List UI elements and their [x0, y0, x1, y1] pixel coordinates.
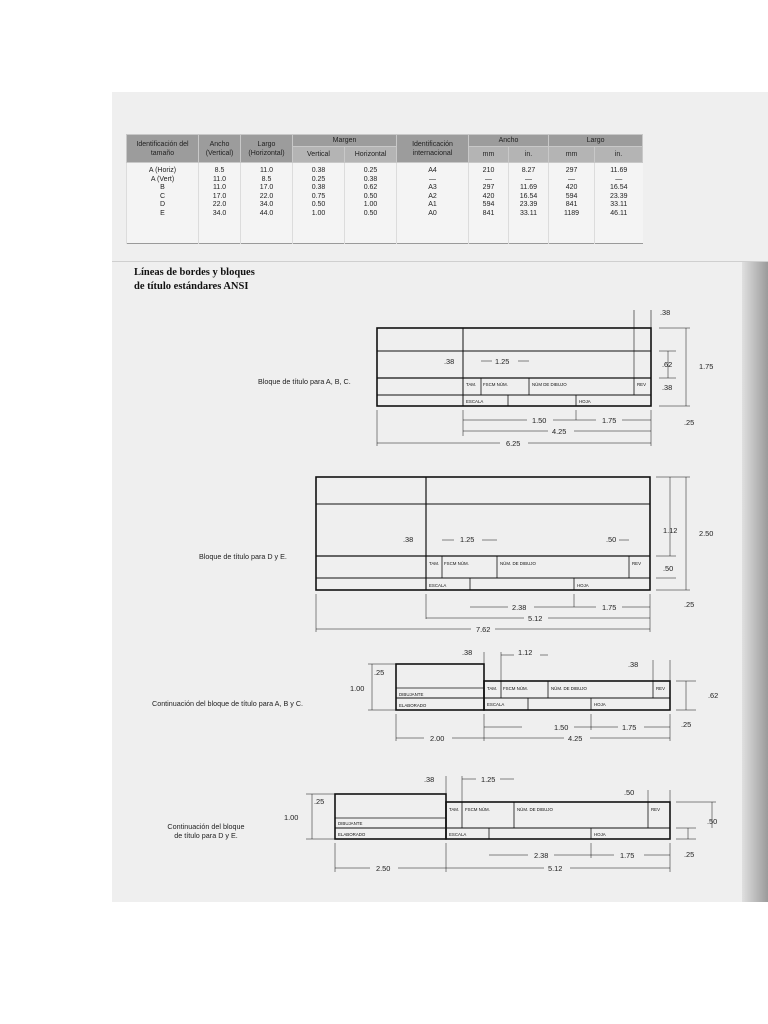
label-cabc-elaborado: ELABORADO — [399, 703, 427, 708]
dim-62: .62 — [662, 360, 673, 369]
label-cde-fscm: FSCM NÚM. — [465, 807, 490, 812]
header-mm-length: Largo — [549, 135, 643, 147]
dim-cabc-425: 4.25 — [568, 734, 583, 743]
dim-de-50-v: .50 — [663, 564, 674, 573]
header-size-id: Identificación del tamaño — [127, 135, 199, 163]
caption-continuation-de-line-1: Continuación del bloque — [167, 822, 245, 831]
label-cde-tam: TAM. — [449, 807, 460, 812]
dim-de-512: 5.12 — [528, 614, 543, 623]
caption-title-block-de: Bloque de título para D y E. — [199, 552, 287, 561]
label-num-dibujo: NÚM DE DIBUJO — [532, 382, 567, 387]
dim-cde-25: .25 — [684, 850, 695, 859]
dim-cde-250: 2.50 — [376, 864, 391, 873]
cell-length: 11.0 8.5 17.0 22.0 34.0 44.0 — [241, 163, 293, 244]
dim-cde-38: .38 — [424, 775, 435, 784]
label-cabc-num-dibujo: NÚM. DE DIBUJO — [551, 686, 587, 691]
dim-cabc-112: 1.12 — [518, 648, 533, 657]
header-length-mm: mm — [549, 147, 595, 163]
cell-intl: A4 — A3 A2 A1 A0 — [397, 163, 469, 244]
label-cabc-hoja: HOJA — [594, 702, 606, 707]
dim-cabc-38: .38 — [462, 648, 473, 657]
dim-cde-238: 2.38 — [534, 851, 549, 860]
label-hoja: HOJA — [579, 399, 591, 404]
dim-38-left: .38 — [444, 357, 455, 366]
label-cabc-fscm: FSCM NÚM. — [503, 686, 528, 691]
header-mm-width: Ancho — [469, 135, 549, 147]
dim-625: 6.25 — [506, 439, 521, 448]
dim-cabc-25-top: .25 — [374, 668, 385, 677]
header-length: Largo (Horizontal) — [241, 135, 293, 163]
label-cabc-escala: ESCALA — [487, 702, 505, 707]
dim-125: 1.25 — [495, 357, 510, 366]
dim-cabc-175: 1.75 — [622, 723, 637, 732]
label-escala: ESCALA — [466, 399, 484, 404]
dim-cde-512: 5.12 — [548, 864, 563, 873]
header-width-in: in. — [509, 147, 549, 163]
dim-38-v: .38 — [662, 383, 673, 392]
dim-de-762: 7.62 — [476, 625, 491, 634]
header-width: Ancho (Vertical) — [199, 135, 241, 163]
dim-150: 1.50 — [532, 416, 547, 425]
heading-line-1: Líneas de bordes y bloques — [134, 267, 255, 278]
label-de-rev: REV — [632, 561, 642, 566]
dim-de-125: 1.25 — [460, 535, 475, 544]
dim-cabc-100: 1.00 — [350, 684, 365, 693]
dim-425: 4.25 — [552, 427, 567, 436]
label-cde-dibujante: DIBUJANTE — [338, 821, 363, 826]
label-cabc-dibujante: DIBUJANTE — [399, 692, 424, 697]
dim-38-top: .38 — [660, 308, 671, 317]
label-de-hoja: HOJA — [577, 583, 589, 588]
dim-de-238: 2.38 — [512, 603, 527, 612]
header-margin-horizontal: Horizontal — [345, 147, 397, 163]
cell-size: A (Horiz) A (Vert) B C D E — [127, 163, 199, 244]
dim-cde-50-h: .50 — [624, 788, 635, 797]
dim-de-38: .38 — [403, 535, 414, 544]
label-fscm: FSCM NÚM. — [483, 382, 508, 387]
cell-width-in: 8.27 — 11.69 16.54 23.39 33.11 — [509, 163, 549, 244]
label-de-fscm: FSCM NÚM. — [444, 561, 469, 566]
dim-de-175: 1.75 — [602, 603, 617, 612]
dim-de-250: 2.50 — [699, 529, 714, 538]
dim-cde-25-top: .25 — [314, 797, 325, 806]
header-intl-id: Identificación internacional — [397, 135, 469, 163]
dim-cde-50-v: .50 — [707, 817, 718, 826]
dim-175-h: 1.75 — [602, 416, 617, 425]
dim-de-50-h: .50 — [606, 535, 617, 544]
dim-25: .25 — [684, 418, 695, 427]
caption-title-block-abc: Bloque de título para A, B, C. — [258, 377, 351, 386]
caption-continuation-abc: Continuación del bloque de título para A, B y C. — [152, 699, 304, 708]
cell-margin-v: 0.38 0.25 0.38 0.75 0.50 1.00 — [293, 163, 345, 244]
dim-cabc-38-right: .38 — [628, 660, 639, 669]
dim-cde-125: 1.25 — [481, 775, 496, 784]
dim-de-25: .25 — [684, 600, 695, 609]
cell-length-mm: 297 — 420 594 841 1189 — [549, 163, 595, 244]
label-cde-num-dibujo: NÚM. DE DIBUJO — [517, 807, 553, 812]
label-cde-escala: ESCALA — [449, 832, 467, 837]
caption-continuation-de-line-2: de título para D y E. — [174, 831, 238, 840]
label-cde-elaborado: ELABORADO — [338, 832, 366, 837]
label-de-escala: ESCALA — [429, 583, 447, 588]
label-cabc-tam: TAM. — [487, 686, 498, 691]
cell-margin-h: 0.25 0.38 0.62 0.50 1.00 0.50 — [345, 163, 397, 244]
cell-width: 8.5 11.0 11.0 17.0 22.0 34.0 — [199, 163, 241, 244]
label-cde-rev: REV — [651, 807, 661, 812]
cell-width-mm: 210 — 297 420 594 841 — [469, 163, 509, 244]
dim-cabc-200: 2.00 — [430, 734, 445, 743]
dim-de-112: 1.12 — [663, 526, 678, 535]
header-width-mm: mm — [469, 147, 509, 163]
cell-length-in: 11.69 — 16.54 23.39 33.11 46.11 — [595, 163, 643, 244]
dim-cabc-25: .25 — [681, 720, 692, 729]
dim-cabc-62: .62 — [708, 691, 719, 700]
heading-line-2: de título estándares ANSI — [134, 281, 249, 292]
label-de-tam: TAM. — [429, 561, 440, 566]
label-cde-hoja: HOJA — [594, 832, 606, 837]
label-de-num-dibujo: NÚM. DE DIBUJO — [500, 561, 536, 566]
label-cabc-rev: REV — [656, 686, 666, 691]
dim-cde-100: 1.00 — [284, 813, 299, 822]
label-rev: REV — [637, 382, 647, 387]
header-length-in: in. — [595, 147, 643, 163]
dim-cde-175: 1.75 — [620, 851, 635, 860]
dim-175-v: 1.75 — [699, 362, 714, 371]
label-tam: TAM. — [466, 382, 477, 387]
header-margin-vertical: Vertical — [293, 147, 345, 163]
dim-cabc-150: 1.50 — [554, 723, 569, 732]
header-margin: Margen — [293, 135, 397, 147]
